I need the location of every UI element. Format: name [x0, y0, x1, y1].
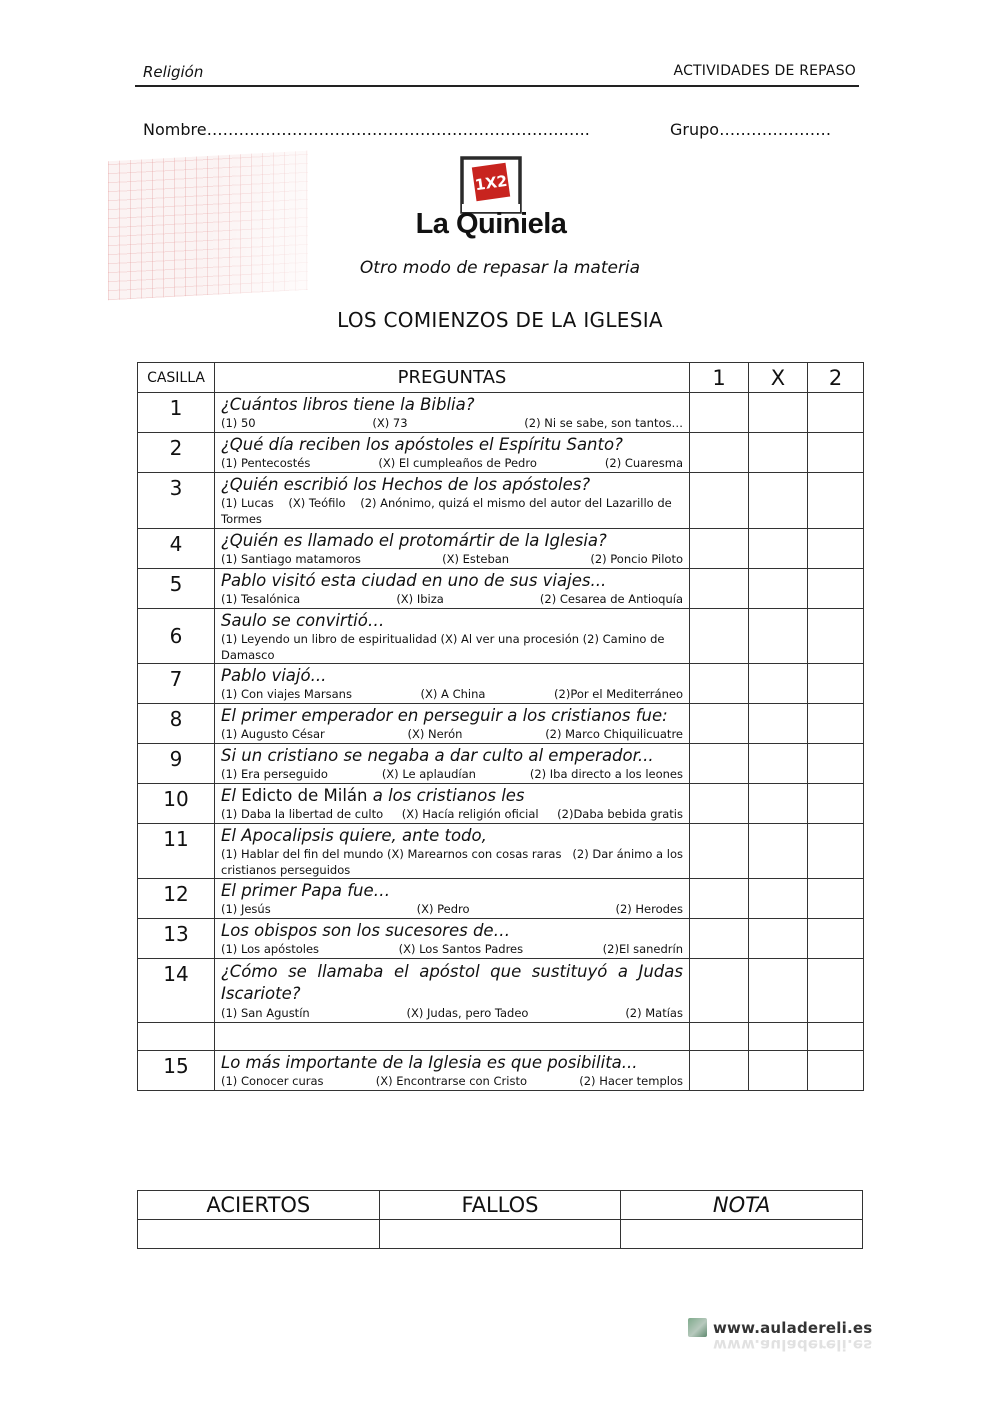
- question-text: ¿Cuántos libros tiene la Biblia?: [221, 395, 475, 414]
- question-number: 8: [138, 704, 215, 744]
- option-2-text: (2) Cesarea de Antioquía: [539, 592, 683, 606]
- mark-cell-x[interactable]: [749, 569, 808, 609]
- question-number: 11: [138, 824, 215, 879]
- question-number: 10: [138, 784, 215, 824]
- question-cell: [215, 529, 690, 569]
- table-row: [138, 919, 864, 959]
- empty-cell: [138, 1023, 215, 1051]
- question-part: El: [221, 786, 242, 805]
- score-header-row: [138, 1191, 863, 1220]
- mark-cell-1[interactable]: [690, 824, 749, 879]
- site-logo-icon: [688, 1318, 707, 1337]
- mark-cell-1[interactable]: [690, 529, 749, 569]
- table-row: [138, 824, 864, 879]
- mark-cell-2[interactable]: [808, 919, 864, 959]
- question-text: Saulo se convirtió…: [221, 611, 385, 630]
- mark-cell-x[interactable]: [749, 664, 808, 704]
- logo-text: 1X2: [473, 171, 509, 195]
- mark-cell-2[interactable]: [808, 744, 864, 784]
- table-row: [138, 569, 864, 609]
- question-text: El primer Papa fue…: [221, 881, 391, 900]
- answer-options: (1) Hablar del fin del mundo (X) Marearnos con cosas raras (2) Dar ánimo a los cristianos perseguidos: [221, 847, 687, 877]
- answer-options: (1) Lucas (X) Teófilo (2) Anónimo, quizá el mismo del autor del Lazarillo de Tormes: [221, 496, 676, 526]
- mark-cell-2[interactable]: [808, 433, 864, 473]
- question-number: 13: [138, 919, 215, 959]
- answer-options: [221, 1005, 683, 1022]
- aciertos-header: ACIERTOS: [138, 1191, 380, 1220]
- answer-options: [221, 901, 683, 918]
- question-number: 7: [138, 664, 215, 704]
- empty-cell: [690, 1023, 749, 1051]
- question-number: 1: [138, 393, 215, 433]
- question-number: 5: [138, 569, 215, 609]
- quiniela-ticket-image: [108, 151, 308, 300]
- mark-cell-x[interactable]: [749, 609, 808, 664]
- mark-cell-x[interactable]: [749, 1051, 808, 1091]
- option-x-text: (X) Judas, pero Tadeo: [406, 1006, 529, 1020]
- option-x-text: (X) Esteban: [442, 552, 510, 566]
- empty-cell: [215, 1023, 690, 1051]
- option-2-text: (2) Ni se sabe, son tantos…: [524, 416, 683, 430]
- question-cell: [215, 569, 690, 609]
- header-option-2: 2: [808, 363, 864, 393]
- question-cell: [215, 704, 690, 744]
- empty-cell: [749, 1023, 808, 1051]
- option-2-text: (2) Poncio Piloto: [590, 552, 683, 566]
- question-text: El primer emperador en perseguir a los cristianos fue:: [221, 706, 668, 725]
- option-x-text: (X) Le aplaudían: [381, 767, 476, 781]
- question-cell: [215, 393, 690, 433]
- page-title: LOS COMIENZOS DE LA IGLESIA: [337, 308, 663, 332]
- question-cell: [215, 609, 690, 664]
- header-preguntas: PREGUNTAS: [215, 363, 690, 393]
- site-url-reflection: www.auladereli.es: [713, 1336, 873, 1354]
- footer: [688, 1316, 873, 1356]
- mark-cell-1[interactable]: [690, 569, 749, 609]
- mark-cell-1[interactable]: [690, 1051, 749, 1091]
- option-1-text: (1) Pentecostés: [221, 456, 311, 470]
- mark-cell-x[interactable]: [749, 784, 808, 824]
- question-text: [221, 786, 683, 806]
- question-text: Lo más importante de la Iglesia es que posibilita...: [221, 1053, 638, 1072]
- mark-cell-2[interactable]: [808, 473, 864, 529]
- question-number: 3: [138, 473, 215, 529]
- mark-cell-2[interactable]: [808, 569, 864, 609]
- table-row: [138, 609, 864, 664]
- option-1-text: (1) 50: [221, 416, 256, 430]
- mark-cell-x[interactable]: [749, 393, 808, 433]
- mark-cell-1[interactable]: [690, 919, 749, 959]
- mark-cell-2[interactable]: [808, 879, 864, 919]
- answer-options: [221, 551, 683, 568]
- option-1-text: (1) Daba la libertad de culto: [221, 807, 384, 821]
- table-row: [138, 393, 864, 433]
- aciertos-field[interactable]: [138, 1220, 380, 1249]
- question-text: ¿Quién escribió los Hechos de los apóstoles?: [221, 475, 591, 494]
- mark-cell-1[interactable]: [690, 473, 749, 529]
- mark-cell-1[interactable]: [690, 879, 749, 919]
- option-2-text: (2) Matías: [625, 1006, 683, 1020]
- mark-cell-x[interactable]: [749, 704, 808, 744]
- option-x-text: (X) Pedro: [416, 902, 470, 916]
- answer-options: [221, 415, 683, 432]
- option-x-text: (X) A China: [420, 687, 486, 701]
- mark-cell-x[interactable]: [749, 824, 808, 879]
- table-row: [138, 879, 864, 919]
- answer-options: [221, 686, 683, 703]
- answer-options: [221, 591, 683, 608]
- mark-cell-1[interactable]: [690, 393, 749, 433]
- table-row: [138, 704, 864, 744]
- option-1-text: (1) Con viajes Marsans: [221, 687, 352, 701]
- mark-cell-2[interactable]: [808, 824, 864, 879]
- question-cell: [215, 879, 690, 919]
- mark-cell-2[interactable]: [808, 1051, 864, 1091]
- mark-cell-x[interactable]: [749, 433, 808, 473]
- mark-cell-1[interactable]: [690, 433, 749, 473]
- option-2-text: (2)Daba bebida gratis: [557, 807, 683, 821]
- question-text: El Apocalipsis quiere, ante todo,: [221, 826, 487, 845]
- option-2-text: (2) Cuaresma: [604, 456, 683, 470]
- answer-options: [221, 941, 683, 958]
- mark-cell-1[interactable]: [690, 744, 749, 784]
- table-row: [138, 744, 864, 784]
- mark-cell-2[interactable]: [808, 529, 864, 569]
- option-2-text: (2) Herodes: [615, 902, 683, 916]
- option-x-text: (X) Hacía religión oficial: [401, 807, 539, 821]
- option-x-text: (X) El cumpleaños de Pedro: [378, 456, 537, 470]
- mark-cell-1[interactable]: [690, 664, 749, 704]
- question-number: 15: [138, 1051, 215, 1091]
- mark-cell-2[interactable]: [808, 609, 864, 664]
- mark-cell-2[interactable]: [808, 704, 864, 744]
- option-2-text: (2) Hacer templos: [579, 1074, 683, 1088]
- table-header-row: [138, 363, 864, 393]
- question-cell: [215, 433, 690, 473]
- mark-cell-x[interactable]: [749, 959, 808, 1023]
- table-row: [138, 664, 864, 704]
- question-text: ¿Qué día reciben los apóstoles el Espíritu Santo?: [221, 435, 623, 454]
- mark-cell-x[interactable]: [749, 879, 808, 919]
- mark-cell-1[interactable]: [690, 959, 749, 1023]
- question-text: ¿Quién es llamado el protomártir de la Iglesia?: [221, 531, 607, 550]
- mark-cell-2[interactable]: [808, 664, 864, 704]
- quiniela-logo-icon: [460, 156, 522, 214]
- question-cell: [215, 744, 690, 784]
- mark-cell-2[interactable]: [808, 959, 864, 1023]
- nota-header: NOTA: [621, 1191, 863, 1220]
- table-row: [138, 784, 864, 824]
- table-row-empty: [138, 1023, 864, 1051]
- brand-name: La Quiniela: [415, 208, 567, 240]
- question-text: ¿Cómo se llamaba el apóstol que sustituyó a Judas Iscariote?: [221, 962, 683, 1003]
- header-option-1: 1: [690, 363, 749, 393]
- group-field[interactable]: Grupo…………………: [670, 120, 832, 139]
- option-2-text: (2)El sanedrín: [602, 942, 683, 956]
- question-number: 12: [138, 879, 215, 919]
- answer-options: [221, 726, 683, 743]
- mark-cell-x[interactable]: [749, 529, 808, 569]
- answer-options: [221, 455, 683, 472]
- question-text: Pablo viajó...: [221, 666, 327, 685]
- option-2-text: (2)Por el Mediterráneo: [554, 687, 683, 701]
- table-row: [138, 1051, 864, 1091]
- score-value-row: [138, 1220, 863, 1249]
- question-cell: [215, 824, 690, 879]
- question-cell: [215, 959, 690, 1023]
- table-row: [138, 529, 864, 569]
- mark-cell-1[interactable]: [690, 704, 749, 744]
- quiniela-table: [137, 362, 864, 1091]
- question-text: Pablo visitó esta ciudad en uno de sus viajes...: [221, 571, 607, 590]
- question-number: 4: [138, 529, 215, 569]
- site-url[interactable]: www.auladereli.es: [713, 1319, 873, 1337]
- question-number: 9: [138, 744, 215, 784]
- option-x-text: (X) Ibiza: [396, 592, 444, 606]
- activity-type-label: ACTIVIDADES DE REPASO: [673, 63, 856, 79]
- mark-cell-2[interactable]: [808, 784, 864, 824]
- mark-cell-1[interactable]: [690, 784, 749, 824]
- question-text: Los obispos son los sucesores de…: [221, 921, 511, 940]
- option-1-text: (1) Santiago matamoros: [221, 552, 361, 566]
- option-x-text: (X) Encontrarse con Cristo: [375, 1074, 527, 1088]
- option-1-text: (1) Augusto César: [221, 727, 325, 741]
- question-cell: [215, 1051, 690, 1091]
- mark-cell-2[interactable]: [808, 393, 864, 433]
- question-number: 2: [138, 433, 215, 473]
- mark-cell-1[interactable]: [690, 609, 749, 664]
- nota-field[interactable]: [621, 1220, 863, 1249]
- subject-label: Religión: [143, 63, 204, 81]
- option-1-text: (1) Era perseguido: [221, 767, 328, 781]
- header-casilla: CASILLA: [138, 363, 215, 393]
- fallos-field[interactable]: [379, 1220, 621, 1249]
- option-x-text: (X) 73: [372, 416, 408, 430]
- option-1-text: (1) Jesús: [221, 902, 271, 916]
- option-x-text: (X) Los Santos Padres: [398, 942, 524, 956]
- answer-options: [221, 766, 683, 783]
- fallos-header: FALLOS: [379, 1191, 621, 1220]
- question-part: a los cristianos les: [367, 786, 525, 805]
- question-cell: [215, 473, 690, 529]
- empty-cell: [808, 1023, 864, 1051]
- answer-options: (1) Leyendo un libro de espiritualidad (X) Al ver una procesión (2) Camino de Damasco: [221, 632, 665, 662]
- option-1-text: (1) Tesalónica: [221, 592, 301, 606]
- option-2-text: (2) Iba directo a los leones: [529, 767, 683, 781]
- answer-options: [221, 806, 683, 823]
- score-table: [137, 1190, 863, 1249]
- option-1-text: (1) Los apóstoles: [221, 942, 320, 956]
- question-text: Si un cristiano se negaba a dar culto al emperador...: [221, 746, 654, 765]
- tagline: Otro modo de repasar la materia: [359, 258, 641, 278]
- mark-cell-x[interactable]: [749, 744, 808, 784]
- table-row: [138, 433, 864, 473]
- question-part-upright: Edicto de Milán: [241, 786, 368, 805]
- option-x-text: (X) Nerón: [407, 727, 463, 741]
- name-field[interactable]: Nombre………………………………………………………….…..: [143, 120, 590, 139]
- question-number: 14: [138, 959, 215, 1023]
- question-cell: [215, 919, 690, 959]
- table-row: [138, 473, 864, 529]
- option-1-text: (1) Conocer curas: [221, 1074, 324, 1088]
- question-cell: [215, 784, 690, 824]
- mark-cell-x[interactable]: [749, 473, 808, 529]
- mark-cell-x[interactable]: [749, 919, 808, 959]
- question-cell: [215, 664, 690, 704]
- option-1-text: (1) San Agustín: [221, 1006, 310, 1020]
- table-row: [138, 959, 864, 1023]
- option-2-text: (2) Marco Chiquilicuatre: [545, 727, 683, 741]
- question-number: 6: [138, 609, 215, 664]
- page-header: [135, 60, 859, 87]
- answer-options: [221, 1073, 683, 1090]
- header-option-x: X: [749, 363, 808, 393]
